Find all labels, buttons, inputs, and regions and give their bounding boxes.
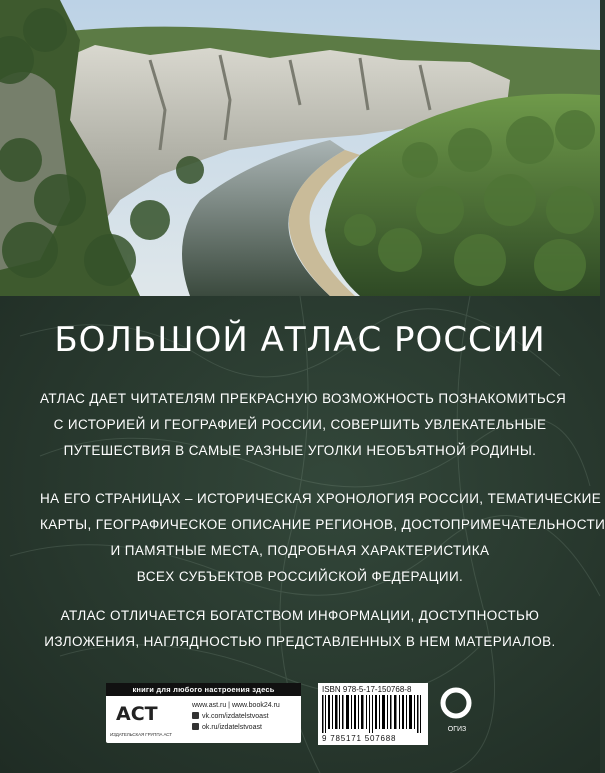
- paragraph-line: С ИСТОРИЕЙ И ГЕОГРАФИЕЙ РОССИИ, СОВЕРШИТЬ УВЛЕКАТЕЛЬНЫЕ: [53, 417, 547, 432]
- barcode-icon: [322, 695, 424, 733]
- website-link[interactable]: www.ast.ru | www.book24.ru: [192, 702, 280, 709]
- ast-logo: [114, 700, 158, 726]
- isbn-label: ISBN 978-5-17-150768-8: [322, 685, 412, 694]
- book-title: БОЛЬШОЙ АТЛАС РОССИИ: [54, 320, 546, 360]
- publisher-links: [192, 700, 280, 733]
- publisher-box: [106, 683, 301, 743]
- paragraph-line: АТЛАС ОТЛИЧАЕТСЯ БОГАТСТВОМ ИНФОРМАЦИИ, ДОСТУПНОСТЬЮ: [60, 608, 540, 623]
- barcode-number: 9 785171 507688: [322, 734, 397, 743]
- paragraph-line: ВСЕХ СУБЪЕКТОВ РОССИЙСКОЙ ФЕДЕРАЦИИ.: [136, 569, 464, 584]
- paragraph-line: ИЗЛОЖЕНИЯ, НАГЛЯДНОСТЬЮ ПРЕДСТАВЛЕННЫХ В НЕМ МАТЕРИАЛОВ.: [44, 634, 556, 649]
- description-paragraph-2: [40, 486, 605, 590]
- ast-logo-text: АСТ: [116, 703, 158, 725]
- paragraph-line: ПУТЕШЕСТВИЯ В САМЫЕ РАЗНЫЕ УГОЛКИ НЕОБЪЯТНОЙ РОДИНЫ.: [63, 443, 537, 458]
- ogiz-label: ОГИЗ: [447, 726, 467, 733]
- paragraph-line: И ПАМЯТНЫЕ МЕСТА, ПОДРОБНАЯ ХАРАКТЕРИСТИКА: [110, 543, 490, 558]
- paragraph-line: АТЛАС ДАЕТ ЧИТАТЕЛЯМ ПРЕКРАСНУЮ ВОЗМОЖНОСТЬ ПОЗНАКОМИТЬСЯ: [40, 391, 567, 406]
- description-paragraph-3: [40, 603, 560, 655]
- description-paragraph-1: [40, 386, 567, 464]
- publisher-tagline: книги для любого настроения здесь: [106, 683, 301, 696]
- ok-link[interactable]: ok.ru/izdatelstvoast: [192, 722, 280, 733]
- vk-icon: [192, 712, 199, 719]
- ogiz-logo-icon: [441, 688, 471, 718]
- isbn-barcode-box: [318, 683, 428, 745]
- ok-icon: [192, 723, 199, 730]
- cover-photo: [0, 0, 600, 296]
- ast-logo-caption: ИЗДАТЕЛЬСКАЯ ГРУППА АСТ: [110, 732, 172, 737]
- paragraph-line: НА ЕГО СТРАНИЦАХ – ИСТОРИЧЕСКАЯ ХРОНОЛОГИЯ РОССИИ, ТЕМАТИЧЕСКИЕ: [40, 491, 602, 506]
- paragraph-line: КАРТЫ, ГЕОГРАФИЧЕСКОЕ ОПИСАНИЕ РЕГИОНОВ, ДОСТОПРИМЕЧАТЕЛЬНОСТИ: [40, 517, 605, 532]
- vk-link[interactable]: vk.com/izdatelstvoast: [192, 711, 280, 722]
- river-landscape-image: [0, 0, 600, 296]
